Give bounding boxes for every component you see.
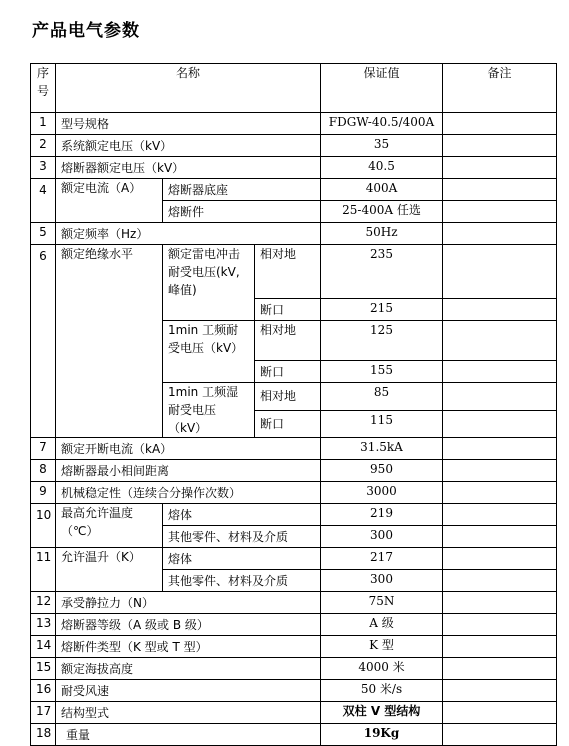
row-note [443, 201, 557, 223]
row-name: 耐受风速 [56, 680, 321, 702]
row-note [443, 548, 557, 570]
row-sub-name: 相对地 [255, 383, 321, 411]
row-no: 15 [31, 658, 56, 680]
row-name: 重量 [56, 724, 321, 746]
row-name: 额定频率（Hz） [56, 223, 321, 245]
row-group-name: 1min 工频耐受电压（kV） [163, 321, 255, 383]
row-value: 300 [321, 570, 443, 592]
row-value: 300 [321, 526, 443, 548]
row-value: 219 [321, 504, 443, 526]
row-sub-name: 熔体 [163, 504, 321, 526]
table-row [31, 702, 557, 724]
row-name: 额定绝缘水平 [56, 245, 163, 438]
row-sub-name: 熔断件 [163, 201, 321, 223]
row-sub-name: 熔体 [163, 548, 321, 570]
row-value: 25-400A 任选 [321, 201, 443, 223]
table-row [31, 460, 557, 482]
row-note [443, 592, 557, 614]
row-value: K 型 [321, 636, 443, 658]
row-note [443, 410, 557, 438]
row-name: 额定海拔高度 [56, 658, 321, 680]
row-group-name: 1min 工频湿耐受电压（kV） [163, 383, 255, 438]
row-no: 2 [31, 135, 56, 157]
row-sub-name: 其他零件、材料及介质 [163, 526, 321, 548]
row-no: 9 [31, 482, 56, 504]
table-row [31, 223, 557, 245]
row-value: 950 [321, 460, 443, 482]
row-note [443, 614, 557, 636]
row-note [443, 724, 557, 746]
table-row [31, 245, 557, 299]
row-note [443, 570, 557, 592]
row-sub-name: 断口 [255, 299, 321, 321]
row-value: 40.5 [321, 157, 443, 179]
parameter-table [30, 63, 557, 746]
row-value: 3000 [321, 482, 443, 504]
row-value: 217 [321, 548, 443, 570]
header-seq: 序 号 [31, 64, 56, 113]
row-value: 双柱 V 型结构 [321, 702, 443, 724]
row-value: FDGW-40.5/400A [321, 113, 443, 135]
row-note [443, 113, 557, 135]
row-note [443, 658, 557, 680]
row-sub-name: 断口 [255, 361, 321, 383]
table-row [31, 636, 557, 658]
row-group-name: 额定雷电冲击耐受电压(kV,峰值) [163, 245, 255, 321]
row-note [443, 636, 557, 658]
row-name: 机械稳定性（连续合分操作次数） [56, 482, 321, 504]
row-value: 19Kg [321, 724, 443, 746]
row-no: 10 [31, 504, 56, 548]
row-name: 结构型式 [56, 702, 321, 724]
row-value: 215 [321, 299, 443, 321]
row-note [443, 245, 557, 299]
header-name: 名称 [56, 64, 321, 113]
table-row [31, 680, 557, 702]
row-note [443, 223, 557, 245]
row-no: 16 [31, 680, 56, 702]
table-header-row [31, 64, 557, 113]
row-name: 最高允许温度（℃） [56, 504, 163, 548]
row-value: 115 [321, 410, 443, 438]
row-value: 50 米/s [321, 680, 443, 702]
row-value: 400A [321, 179, 443, 201]
row-note [443, 383, 557, 411]
table-row [31, 438, 557, 460]
row-no: 8 [31, 460, 56, 482]
row-name: 额定开断电流（kA） [56, 438, 321, 460]
row-note [443, 438, 557, 460]
row-no: 1 [31, 113, 56, 135]
row-name: 允许温升（K） [56, 548, 163, 592]
row-note [443, 460, 557, 482]
row-no: 18 [31, 724, 56, 746]
table-row [31, 658, 557, 680]
row-sub-name: 相对地 [255, 321, 321, 361]
row-value: 155 [321, 361, 443, 383]
table-row [31, 179, 557, 201]
table-row [31, 614, 557, 636]
row-value: 85 [321, 383, 443, 411]
row-value: 75N [321, 592, 443, 614]
row-no: 14 [31, 636, 56, 658]
table-row [31, 113, 557, 135]
row-name: 熔断器额定电压（kV） [56, 157, 321, 179]
row-name: 熔断件类型（K 型或 T 型） [56, 636, 321, 658]
row-no: 3 [31, 157, 56, 179]
header-value: 保证值 [321, 64, 443, 113]
row-note [443, 702, 557, 724]
page-title: 产品电气参数 [32, 21, 140, 41]
row-value: 125 [321, 321, 443, 361]
row-note [443, 526, 557, 548]
row-no: 12 [31, 592, 56, 614]
row-note [443, 179, 557, 201]
row-value: 50Hz [321, 223, 443, 245]
row-sub-name: 其他零件、材料及介质 [163, 570, 321, 592]
row-value: 235 [321, 245, 443, 299]
table-row [31, 724, 557, 746]
row-sub-name: 断口 [255, 410, 321, 438]
row-name: 熔断器最小相间距离 [56, 460, 321, 482]
table-row [31, 504, 557, 526]
table-row [31, 135, 557, 157]
row-note [443, 321, 557, 361]
table-row [31, 592, 557, 614]
row-note [443, 680, 557, 702]
row-note [443, 157, 557, 179]
row-note [443, 361, 557, 383]
table-row [31, 157, 557, 179]
row-no: 13 [31, 614, 56, 636]
row-no: 4 [31, 179, 56, 223]
row-no: 6 [31, 245, 56, 438]
row-no: 17 [31, 702, 56, 724]
table-row [31, 548, 557, 570]
row-value: A 级 [321, 614, 443, 636]
row-name: 型号规格 [56, 113, 321, 135]
row-note [443, 299, 557, 321]
row-value: 31.5kA [321, 438, 443, 460]
row-name: 熔断器等级（A 级或 B 级） [56, 614, 321, 636]
row-value: 4000 米 [321, 658, 443, 680]
row-sub-name: 相对地 [255, 245, 321, 299]
table-row [31, 482, 557, 504]
row-name: 承受静拉力（N） [56, 592, 321, 614]
row-name: 系统额定电压（kV） [56, 135, 321, 157]
row-name: 额定电流（A） [56, 179, 163, 223]
row-note [443, 135, 557, 157]
row-no: 5 [31, 223, 56, 245]
row-value: 35 [321, 135, 443, 157]
header-note: 备注 [443, 64, 557, 113]
row-no: 7 [31, 438, 56, 460]
row-note [443, 482, 557, 504]
row-sub-name: 熔断器底座 [163, 179, 321, 201]
row-no: 11 [31, 548, 56, 592]
row-note [443, 504, 557, 526]
